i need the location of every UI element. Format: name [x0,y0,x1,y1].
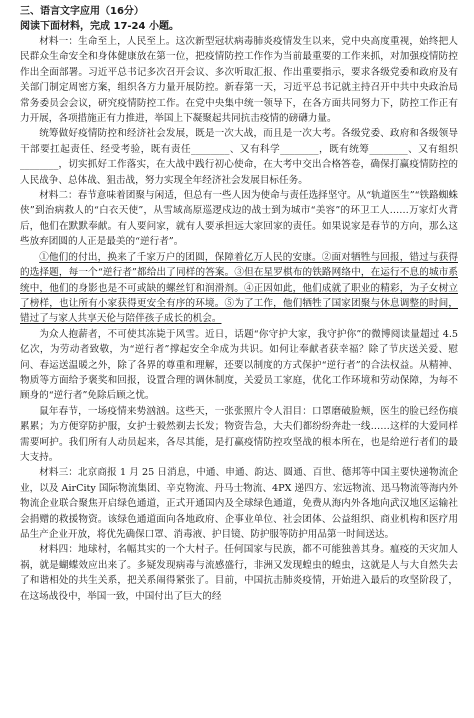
material-four-paragraph: 材料四：地球村，名幅其实的一个大村子。任何国家与民族，都不可能独善其身。瘟疫的天灾加人祸，就是蝴蝶效应出来了。多疑发现病毒与流感盛行，非洲又发现蝗虫的蝗虫，这就是人与大自然失去了和谐相处的共生关系，把关系闹得紧张了。目前，中国抗击肺炎疫情，开始进入最后的攻坚阶段了，在这场战役中，举国一致，中国付出了巨大的经 [20,544,458,602]
fill-blank-paragraph: 统筹做好疫情防控和经济社会发展，既是一次大战，而且是一次大考。各级党委、政府和各级领导干部要扛起责任、经受考验，既有责任________、又有科学________，既有统筹________、又有组织________，切实抓好工作落实，在大战中践行初心使命，在大考中交出合格答卷，确保打赢疫情防控的人民战争、总体战、狙击战，努力实现全年经济社会发展目标任务。 [20,128,458,186]
spring-festival-paragraph: 鼠年春节，一场疫情来势汹汹。这些天，一张张照片令人泪目：口罩磨破脸颊，医生的脸已经伤痕累累；为方便穿防护服，女护士毅然剃去长发；物资告急，大夫们都纷纷奔赴一线……这样的大爱同样需要呵护。我们所有人动员起来，各尽其能，是打赢疫情防控攻坚战的根本所在，也是给逆行者们的最大支持。 [20,405,458,463]
section-title: 三、语言文字应用（16分） [20,6,144,17]
protect-workers-paragraph: 为众人抱薪者，不可使其冻毙于风雪。近日，话题“你守护大家，我守护你”的微博阅读量超过 4.5 亿次，为劳动者致敬，为“逆行者”撑起安全伞成为共识。如何让奉献者获幸福？除了节庆送关爱、慰问、春运送温暖之外，除了各界的尊重和理解，还要以制度的方式保护“逆行者”的合法权益。从精神、物质等方面给予褒奖和回报，设置合理的调休制度，关爱员工家庭，优化工作环境和劳动保障，为每不顾身的“逆行者”免除后顾之忧。 [20,328,458,402]
instruction: 阅读下面材料，完成 17-24 小题。 [20,21,179,32]
material-one-paragraph: 材料一：生命至上，人民至上。这次新型冠状病毒肺炎疫情发生以来，党中央高度重视，始终把人民群众生命安全和身体健康放在第一位，把疫情防控工作作为当前最重要的工作来抓，对加强疫情防控作出全面部署。习近平总书记多次召开会议、多次听取汇报、作出重要指示，要求各级党委和政府及有关部门制定周密方案，组织各方力量开展防控。新春第一天，习近平总书记就主持召开中共中央政治局常务委员会会议，研究疫情防控工作。在党中央集中统一领导下，在各方面共同努力下，防控工作正有力开展，各项措施正有力推进，举国上下凝聚起共同抗击疫情的磅礴力量。 [20,36,458,125]
material-three-paragraph: 材料三：北京商报 1 月 25 日消息，中通、申通、韵达、圆通、百世、德邦等中国主要快递物流企业，以及 AirCity 国际物流集团、辛克物流、丹马士物流、4PX 递四方、宏远物流、迅马物流等海内外物流企业联合聚焦开启绿色通道，正式开通国内及全球绿色通道，免费从海内外各地向武汉地区运输社会捐赠的救援物资。该绿色通道面向各地政府、企事业单位、社会团体、公益组织、商业机构和医疗用品生产企业开放，将优先确保口罩、消毒液、护目镜、防护服等防护用品第一时间送达。 [20,467,458,540]
material-two-paragraph: 材料二：春节意味着团聚与闲适，但总有一些人因为使命与责任选择坚守。从“轨道医生”“铁路蜘蛛侠”到治病救人的“白衣天使”，从雪域高原巡逻戍边的战士到为城市“美容”的环卫工人……万家灯火背后，他们在默默奉献。有人要问家，就有人要承担远大家回家的责任。如果说家是春节的方向，那么这些放弃团圆的人正是最美的“逆行者”。 [20,190,458,248]
sentence-order-paragraph: ①他们的付出，换来了千家万户的团圆，保障着亿万人民的安康。②面对牺牲与回报，错过与获得的选择题，每一个“逆行者”都给出了同样的答案。③但在星罗棋布的铁路网络中，在运行不息的城市系统中，他们的身影也是不可或缺的螺丝钉和润滑剂。④正因如此，他们成就了职业的精彩，为子女树立了榜样，也让所有小家获得更安全有序的环境。⑤为了工作，他们牺牲了国家团聚与休息调整的时间，错过了与家人共享天伦与陪伴孩子成长的机会。 [20,251,458,325]
